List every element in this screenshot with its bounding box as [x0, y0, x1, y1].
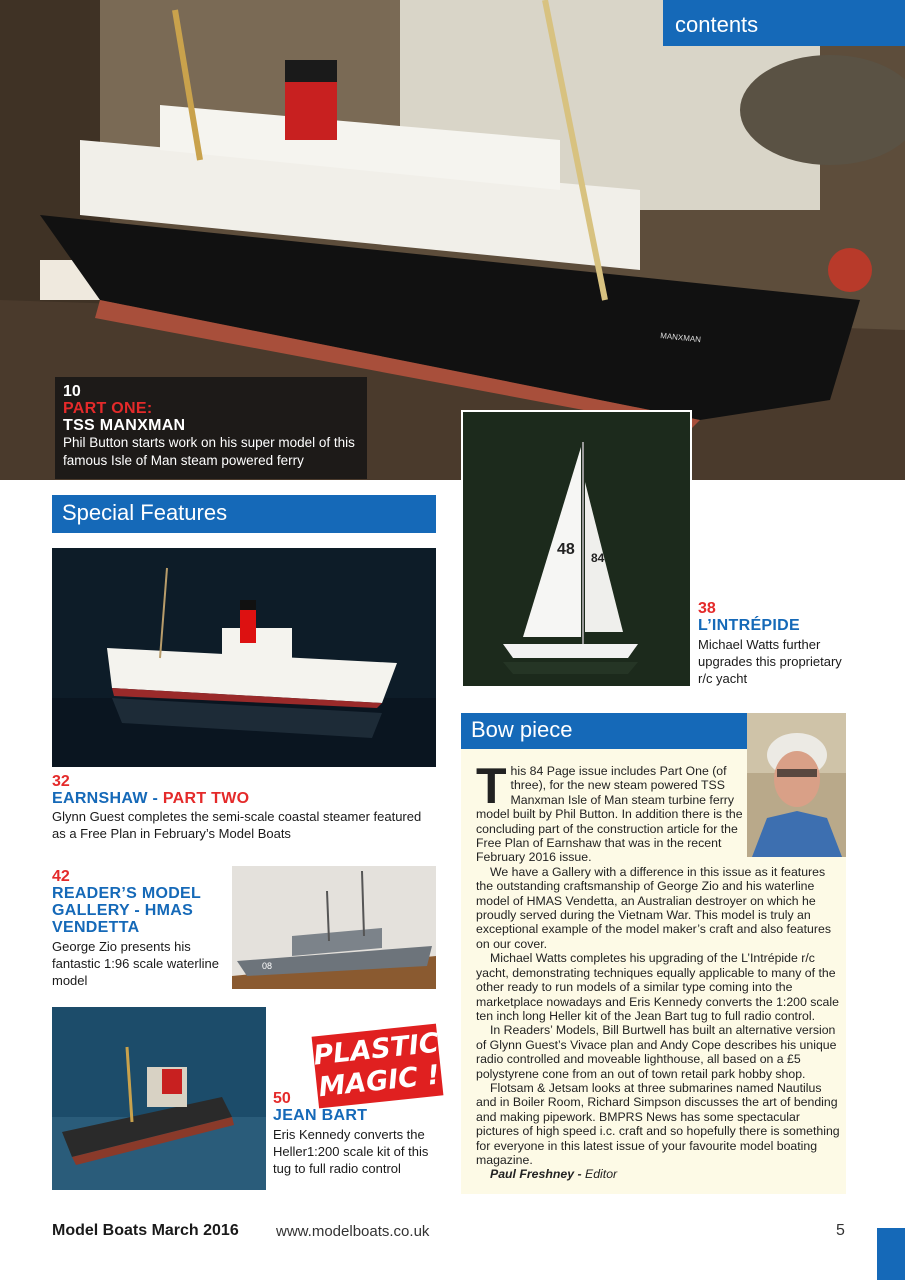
bow-piece-drop-cap: T — [476, 758, 507, 814]
bow-paragraph-2: We have a Gallery with a difference in this issue as it features the outstanding craftsmanship of George Zio and his waterline model of HMAS Vendetta, an Australian destroyer on which he proudly served during the Vietnam War. This model is truly an exceptional example of the model maker’s craft and also features on our cover. — [476, 864, 831, 951]
earnshaw-title-accent: PART TWO — [162, 790, 250, 807]
jean-bart-page-number: 50 — [273, 1090, 291, 1107]
intrepide-title: L’INTRÉPIDE — [698, 617, 800, 634]
hero-page-number: 10 — [63, 383, 81, 400]
vendetta-description: George Zio presents his fantastic 1:96 scale waterline model — [52, 939, 219, 988]
jean-bart-article — [273, 1090, 443, 1177]
bow-paragraph-3: Michael Watts completes his upgrading of the L’Intrépide r/c yacht, demonstrating techniques equally applicable to many of the other ready to run models of a similar type coming into the marketplace nowadays and Eris Kennedy converts the 1:200 scale ten inch long Heller kit of the Jean Bart tug to full radio control. — [476, 951, 839, 1023]
earnshaw-article — [52, 773, 436, 842]
special-features-heading — [52, 495, 436, 533]
footer-page-number: 5 — [836, 1222, 845, 1239]
earnshaw-description: Glynn Guest completes the semi-scale coastal steamer featured as a Free Plan in February’s Model Boats — [52, 809, 422, 841]
intrepide-jib-number: 84 — [591, 551, 605, 565]
vendetta-photo — [232, 866, 436, 989]
jean-bart-photo — [52, 1007, 266, 1190]
hero-kicker: PART ONE: — [63, 400, 153, 417]
bow-piece-heading — [461, 713, 747, 749]
intrepide-page-number: 38 — [698, 600, 716, 617]
bow-paragraph-1: his 84 Page issue includes Part One (of three), for the new steam powered TSS Manxman Isle of Man steam turbine ferry model built by Phil Button. In addition there is the concluding part of the construction article for the Free Plan of Earnshaw that was in the recent February 2016 issue. — [476, 764, 743, 865]
intrepide-yacht-illustration — [463, 412, 690, 686]
hull-name-label: MANXMAN — [659, 331, 702, 345]
footer-url[interactable]: www.modelboats.co.uk — [276, 1223, 430, 1240]
intrepide-photo — [461, 410, 692, 688]
signature-name: Paul Freshney - — [490, 1167, 585, 1182]
contents-label: contents — [675, 12, 759, 37]
vendetta-title: READER’S MODEL GALLERY - HMAS VENDETTA — [52, 885, 201, 936]
plastic-magic-line2: MAGIC ! — [317, 1059, 442, 1104]
intrepide-description: Michael Watts further upgrades this proprietary r/c yacht — [698, 637, 842, 686]
special-features-label: Special Features — [62, 500, 228, 525]
earnshaw-model-illustration — [52, 548, 436, 767]
plastic-magic-line1: PLASTIC — [311, 1027, 441, 1072]
jean-bart-description: Eris Kennedy converts the Heller1:200 scale kit of this tug to full radio control — [273, 1127, 429, 1176]
vendetta-page-number: 42 — [52, 868, 70, 885]
signature-role: Editor — [585, 1167, 618, 1182]
hero-title: TSS MANXMAN — [63, 417, 186, 434]
intrepide-sail-number: 48 — [557, 541, 575, 558]
intrepide-article — [698, 600, 848, 687]
bow-signature — [476, 1167, 841, 1181]
bow-piece-text — [476, 758, 841, 1182]
earnshaw-page-number: 32 — [52, 773, 70, 790]
earnshaw-title — [52, 790, 436, 807]
vendetta-hull-number: 08 — [262, 961, 273, 971]
bow-paragraph-5: Flotsam & Jetsam looks at three submarines named Nautilus and in Boiler Room, Richard Simpson discusses the art of bending and making pipework. BMPRS News has some spectacular pictures of high speed i.c. craft and so hopefully there is something for everyone in this latest issue of your favourite model boating magazine. — [476, 1080, 840, 1167]
bow-paragraph-4: In Readers’ Models, Bill Burtwell has built an alternative version of Glynn Guest’s Vivace plan and Andy Cope describes his unique radio controlled and moveable lighthouse, all based on a £5 polystyrene cone from an out of town retail park hobby shop. — [476, 1023, 837, 1081]
vendetta-model-illustration — [232, 866, 436, 989]
jean-bart-title: JEAN BART — [273, 1107, 368, 1124]
earnshaw-photo — [52, 548, 436, 767]
jean-bart-model-illustration — [52, 1007, 266, 1190]
footer-magazine-title: Model Boats March 2016 — [52, 1222, 239, 1239]
contents-tab — [663, 0, 905, 46]
hero-caption — [55, 377, 367, 479]
hero-description: Phil Button starts work on his super model of this famous Isle of Man steam powered ferry — [63, 435, 355, 468]
bow-piece-label: Bow piece — [471, 717, 573, 742]
footer-blue-tab — [877, 1228, 905, 1280]
vendetta-article — [52, 868, 230, 989]
earnshaw-title-main: EARNSHAW - — [52, 790, 163, 807]
